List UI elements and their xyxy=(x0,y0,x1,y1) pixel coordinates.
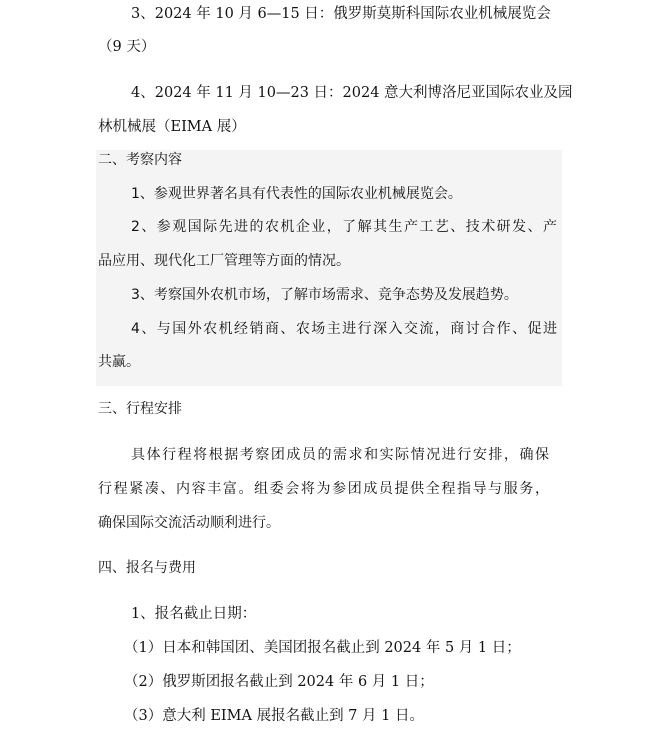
section-4-heading: 四、报名与费用 xyxy=(98,560,196,576)
section-2-heading: 二、考察内容 xyxy=(98,152,182,168)
section-3-para-line-1: 具体行程将根据考察团成员的需求和实际情况进行安排，确保 xyxy=(131,447,549,463)
schedule-item-3-line-2: （9 天） xyxy=(98,39,156,55)
schedule-item-4-line-2: 林机械展（EIMA 展） xyxy=(98,119,246,135)
section-4-sub-3: （3）意大利 EIMA 展报名截止到 7 月 1 日。 xyxy=(124,708,424,724)
schedule-item-3-line-1: 3、2024 年 10 月 6—15 日：俄罗斯莫斯科国际农业机械展览会 xyxy=(131,6,551,22)
section-3-para-line-2: 行程紧凑、内容丰富。组委会将为参团成员提供全程指导与服务， xyxy=(98,481,549,497)
section-2-item-2-line-2: 品应用、现代化工厂管理等方面的情况。 xyxy=(98,253,350,269)
schedule-item-4-line-1: 4、2024 年 11 月 10—23 日：2024 意大利博洛尼亚国际农业及园 xyxy=(131,85,573,101)
section-4-sub-2: （2）俄罗斯团报名截止到 2024 年 6 月 1 日； xyxy=(124,674,434,690)
section-2-item-4-line-1: 4、与国外农机经销商、农场主进行深入交流，商讨合作、促进 xyxy=(131,321,557,337)
section-4-sub-1: （1）日本和韩国团、美国团报名截止到 2024 年 5 月 1 日； xyxy=(124,640,521,656)
section-3-para-line-3: 确保国际交流活动顺利进行。 xyxy=(98,515,280,531)
section-2-item-4-line-2: 共赢。 xyxy=(98,354,140,370)
section-4-item-1: 1、报名截止日期： xyxy=(131,606,257,622)
section-2-item-2-line-1: 2、参观国际先进的农机企业，了解其生产工艺、技术研发、产 xyxy=(131,219,557,235)
section-3-heading: 三、行程安排 xyxy=(98,401,182,417)
section-2-item-3: 3、考察国外农机市场，了解市场需求、竞争态势及发展趋势。 xyxy=(131,287,518,303)
section-2-item-1: 1、参观世界著名具有代表性的国际农业机械展览会。 xyxy=(131,186,462,202)
